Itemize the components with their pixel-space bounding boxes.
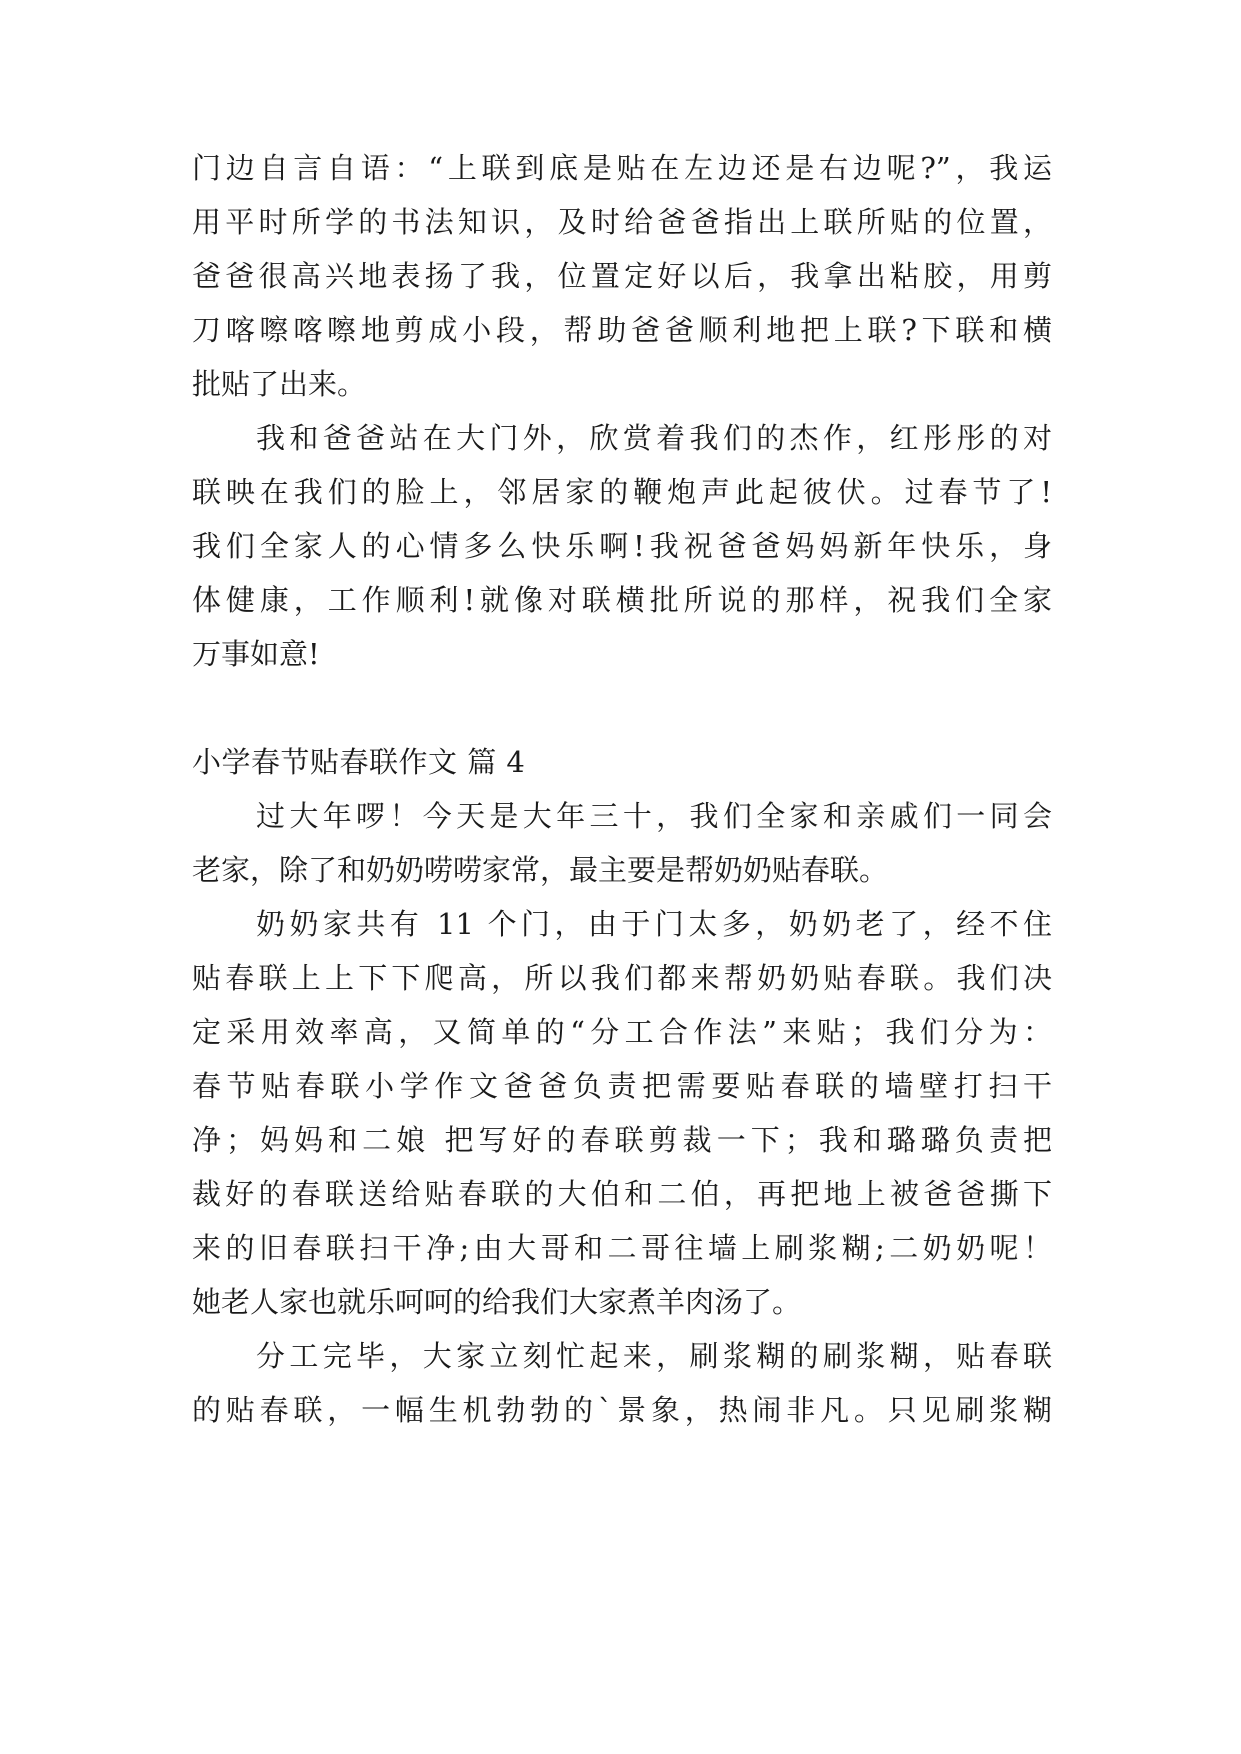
text-line: 门边自言自语：“上联到底是贴在左边还是右边呢?”，我运 xyxy=(192,151,1052,185)
text-line: 万事如意! xyxy=(192,637,320,671)
text-line: 奶奶家共有 11 个门，由于门太多，奶奶老了，经不住 xyxy=(256,907,1052,941)
text-line: 分工完毕，大家立刻忙起来，刷浆糊的刷浆糊，贴春联 xyxy=(256,1339,1052,1373)
text-line: 净；妈妈和二娘 把写好的春联剪裁一下；我和璐璐负责把 xyxy=(192,1123,1052,1157)
text-line: 我和爸爸站在大门外，欣赏着我们的杰作，红彤彤的对 xyxy=(256,421,1052,455)
text-line: 春节贴春联小学作文爸爸负责把需要贴春联的墙壁打扫干 xyxy=(192,1069,1052,1103)
text-line: 过大年啰！今天是大年三十，我们全家和亲戚们一同会 xyxy=(256,799,1052,833)
text-line: 她老人家也就乐呵呵的给我们大家煮羊肉汤了。 xyxy=(192,1285,802,1319)
text-line: 体健康，工作顺利!就像对联横批所说的那样，祝我们全家 xyxy=(192,583,1052,617)
text-line: 来的旧春联扫干净;由大哥和二哥往墙上刷浆糊;二奶奶呢！ xyxy=(192,1231,1052,1265)
text-line: 的贴春联，一幅生机勃勃的`景象，热闹非凡。只见刷浆糊 xyxy=(192,1393,1052,1427)
text-line: 刀喀嚓喀嚓地剪成小段，帮助爸爸顺利地把上联?下联和横 xyxy=(192,313,1052,347)
text-line: 老家，除了和奶奶唠唠家常，最主要是帮奶奶贴春联。 xyxy=(192,853,889,887)
text-line: 贴春联上上下下爬高，所以我们都来帮奶奶贴春联。我们决 xyxy=(192,961,1052,995)
text-line: 用平时所学的书法知识，及时给爸爸指出上联所贴的位置， xyxy=(192,205,1052,239)
section-heading: 小学春节贴春联作文 篇 4 xyxy=(192,745,526,779)
text-line: 爸爸很高兴地表扬了我，位置定好以后，我拿出粘胶，用剪 xyxy=(192,259,1052,293)
text-line: 裁好的春联送给贴春联的大伯和二伯，再把地上被爸爸撕下 xyxy=(192,1177,1052,1211)
text-line: 定采用效率高，又简单的“分工合作法”来贴；我们分为： xyxy=(192,1015,1052,1049)
text-line: 联映在我们的脸上，邻居家的鞭炮声此起彼伏。过春节了! xyxy=(192,475,1052,509)
text-line: 批贴了出来。 xyxy=(192,367,367,401)
text-line: 我们全家人的心情多么快乐啊!我祝爸爸妈妈新年快乐，身 xyxy=(192,529,1052,563)
